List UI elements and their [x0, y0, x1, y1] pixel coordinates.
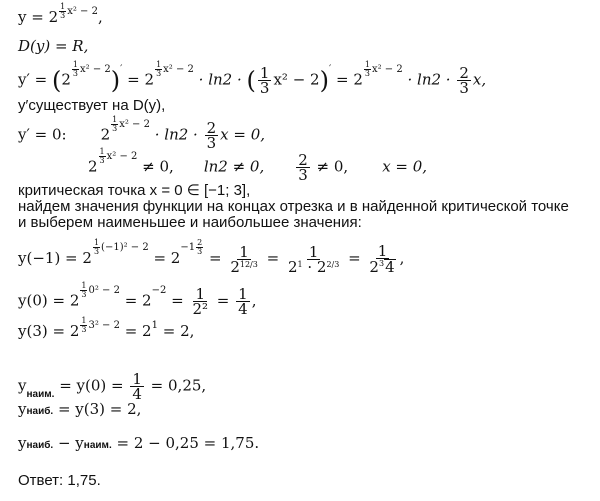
y-minus-one-line: y(−1) = 2 $^{\frac{1}{3} (-1)^2 - 2} = 2^{-1 \frac{2}{3}}$ = $\frac{1}{2^{12/3}}$ = $\frac{1}{2^1 \cdot 2^{2/3}}$ = $\frac{1}{2^34}$ , — [18, 238, 405, 276]
domain-line — [18, 37, 88, 55]
exists-line — [18, 97, 165, 115]
derivative-line: y′ = (2 $^{\frac{1}{3} x^2 - 2}$)′ = 2 $^{\frac{1}{3} x^2 - 2}$ · ln2 · ( $\frac{1}{3}$ x² − 2)′ = 2 $^{\frac{1}{3} x^2 - 2}$ · ln2 · $\frac{2}{3}$ x, — [18, 60, 487, 97]
answer-line — [18, 472, 101, 490]
exp-fraction: $\frac{1}{3}$ — [60, 2, 66, 20]
function-text: y = 2 — [18, 8, 59, 26]
y-max-line: $y_{наиб.} = y(3) = 2$, — [18, 400, 142, 418]
y-min-line: $y_{наим.} = y(0)$ = $\frac{1}{4}$ = 0,25, — [18, 370, 207, 403]
critical-point-text: критическая точка x = 0 ∈ [−1; 3], — [18, 182, 251, 199]
y-zero-line: y(0) = 2 $^{\frac{1}{3} 0^2 - 2} = 2^{-2}$ = $\frac{1}{\text{2²}}$ = $\frac{1}{4}$ , — [18, 281, 257, 318]
nonzero-line: 2 $^{\frac{1}{3} x^2 - 2}$ ≠ 0, ln2 ≠ 0, $\frac{2}{3}$ ≠ 0, x = 0, — [88, 147, 428, 184]
task-text-2: и выберем наименьшее и наибольшее значения: — [18, 214, 362, 231]
difference-line: $y_{наиб.} - y_{наим.} = 2 - 0,25 = 1,75$. — [18, 434, 260, 452]
task-line-2 — [18, 214, 362, 232]
function-line: y = 2 $^{\frac{1}{3} x^2 - 2}$, — [18, 2, 103, 26]
domain-text: D(y) = R, — [18, 37, 89, 55]
zero-line: y′ = 0: 2 $^{\frac{1}{3} x^2 - 2}$ · ln2 · $\frac{2}{3}$ x = 0, — [18, 115, 266, 152]
exists-text: y′существует на D(y), — [18, 97, 166, 114]
answer-text: Ответ: 1,75. — [18, 472, 101, 489]
y-three-line: y(3) = 2 $^{\frac{1}{3} 3^2 - 2} = 2^1 = 2$, — [18, 316, 195, 340]
task-text-1: найдем значения функции на концах отрезка и в найденной критической точке — [18, 198, 569, 215]
